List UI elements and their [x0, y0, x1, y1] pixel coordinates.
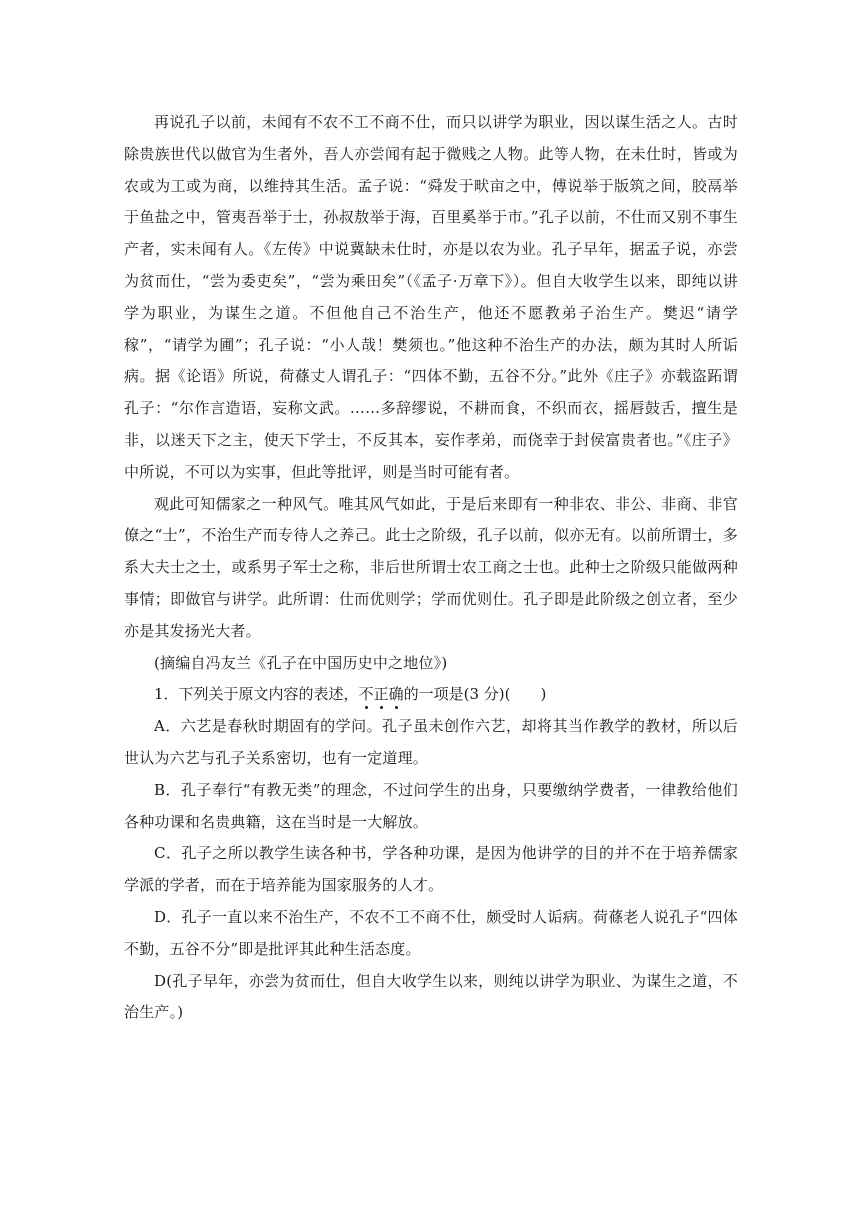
passage-paragraph-1: 再说孔子以前，未闻有不农不工不商不仕，而只以讲学为职业，因以谋生活之人。古时除贵族世代以做官为生者外，吾人亦尝闻有起于微贱之人物。此等人物，在未仕时，皆或为农或为工或为商，以维持其生活。孟子说：“舜发于畎亩之中，傅说举于版筑之间，胶鬲举于鱼盐之中，管夷吾举于士，孙叔敖举于海，百里奚举于市。”孔子以前，不仕而又别不事生产者，实未闻有人。《左传》中说冀缺未仕时，亦是以农为业。孔子早年，据孟子说，亦尝为贫而仕，“尝为委吏矣”，“尝为乘田矣”（《孟子·万章下》）。但自大收学生以来，即纯以讲学为职业，为谋生之道。不但他自己不治生产，他还不愿教弟子治生产。樊迟“请学稼”，“请学为圃”；孔子说：“小人哉！樊须也。”他这种不治生产的办法，颇为其时人所诟病。据《论语》所说，荷蓧丈人谓孔子：“四体不勤，五谷不分。”此外《庄子》亦载盗跖谓孔子：“尔作言造语，妄称文武。……多辞缪说，不耕而食，不织而衣，摇唇鼓舌，擅生是非，以迷天下之主，使天下学士，不反其本，妄作孝弟，而侥幸于封侯富贵者也。”《庄子》中所说，不可以为实事，但此等批评，则是当时可能有者。: [124, 113, 738, 481]
question-stem-before: 1．下列关于原文内容的表述，: [154, 685, 359, 704]
emphasis-char-1: 不: [359, 679, 374, 711]
option-c: C．孔子之所以教学生读各种书，学各种功课，是因为他讲学的目的并不在于培养儒家学派的学者，而在于培养能为国家服务的人才。: [124, 844, 738, 895]
document-page: [124, 107, 738, 1029]
question-stem: [124, 679, 738, 711]
answer-explanation: D(孔子早年，亦尝为贫而仕，但自大收学生以来，则纯以讲学为职业、为谋生之道，不治生产。): [124, 971, 738, 1022]
option-b: B．孔子奉行“有教无类”的理念，不过问学生的出身，只要缴纳学费者，一律教给他们各种功课和名贵典籍，这在当时是一大解放。: [124, 780, 738, 831]
option-d: D．孔子一直以来不治生产，不农不工不商不仕，颇受时人诟病。荷蓧老人说孔子“四体不勤，五谷不分”即是批评其此种生活态度。: [124, 907, 738, 958]
question-stem-after: 的一项是(3 分)( ): [403, 685, 547, 704]
option-a: A．六艺是春秋时期固有的学问。孔子虽未创作六艺，却将其当作教学的教材，所以后世认为六艺与孔子关系密切，也有一定道理。: [124, 717, 738, 767]
passage-source: (摘编自冯友兰《孔子在中国历史中之地位》): [154, 653, 448, 672]
emphasis-char-2: 正: [374, 679, 389, 711]
passage-paragraph-2: 观此可知儒家之一种风气。唯其风气如此，于是后来即有一种非农、非公、非商、非官僚之“士”，不治生产而专待人之养己。此士之阶级，孔子以前，似亦无有。以前所谓士，多系大夫士之士，或系男子军士之称，非后世所谓士农工商之士也。此种士之阶级只能做两种事情；即做官与讲学。此所谓：仕而优则学；学而优则仕。孔子即是此阶级之创立者，至少亦是其发扬光大者。: [124, 494, 738, 640]
emphasis-char-3: 确: [389, 679, 404, 711]
